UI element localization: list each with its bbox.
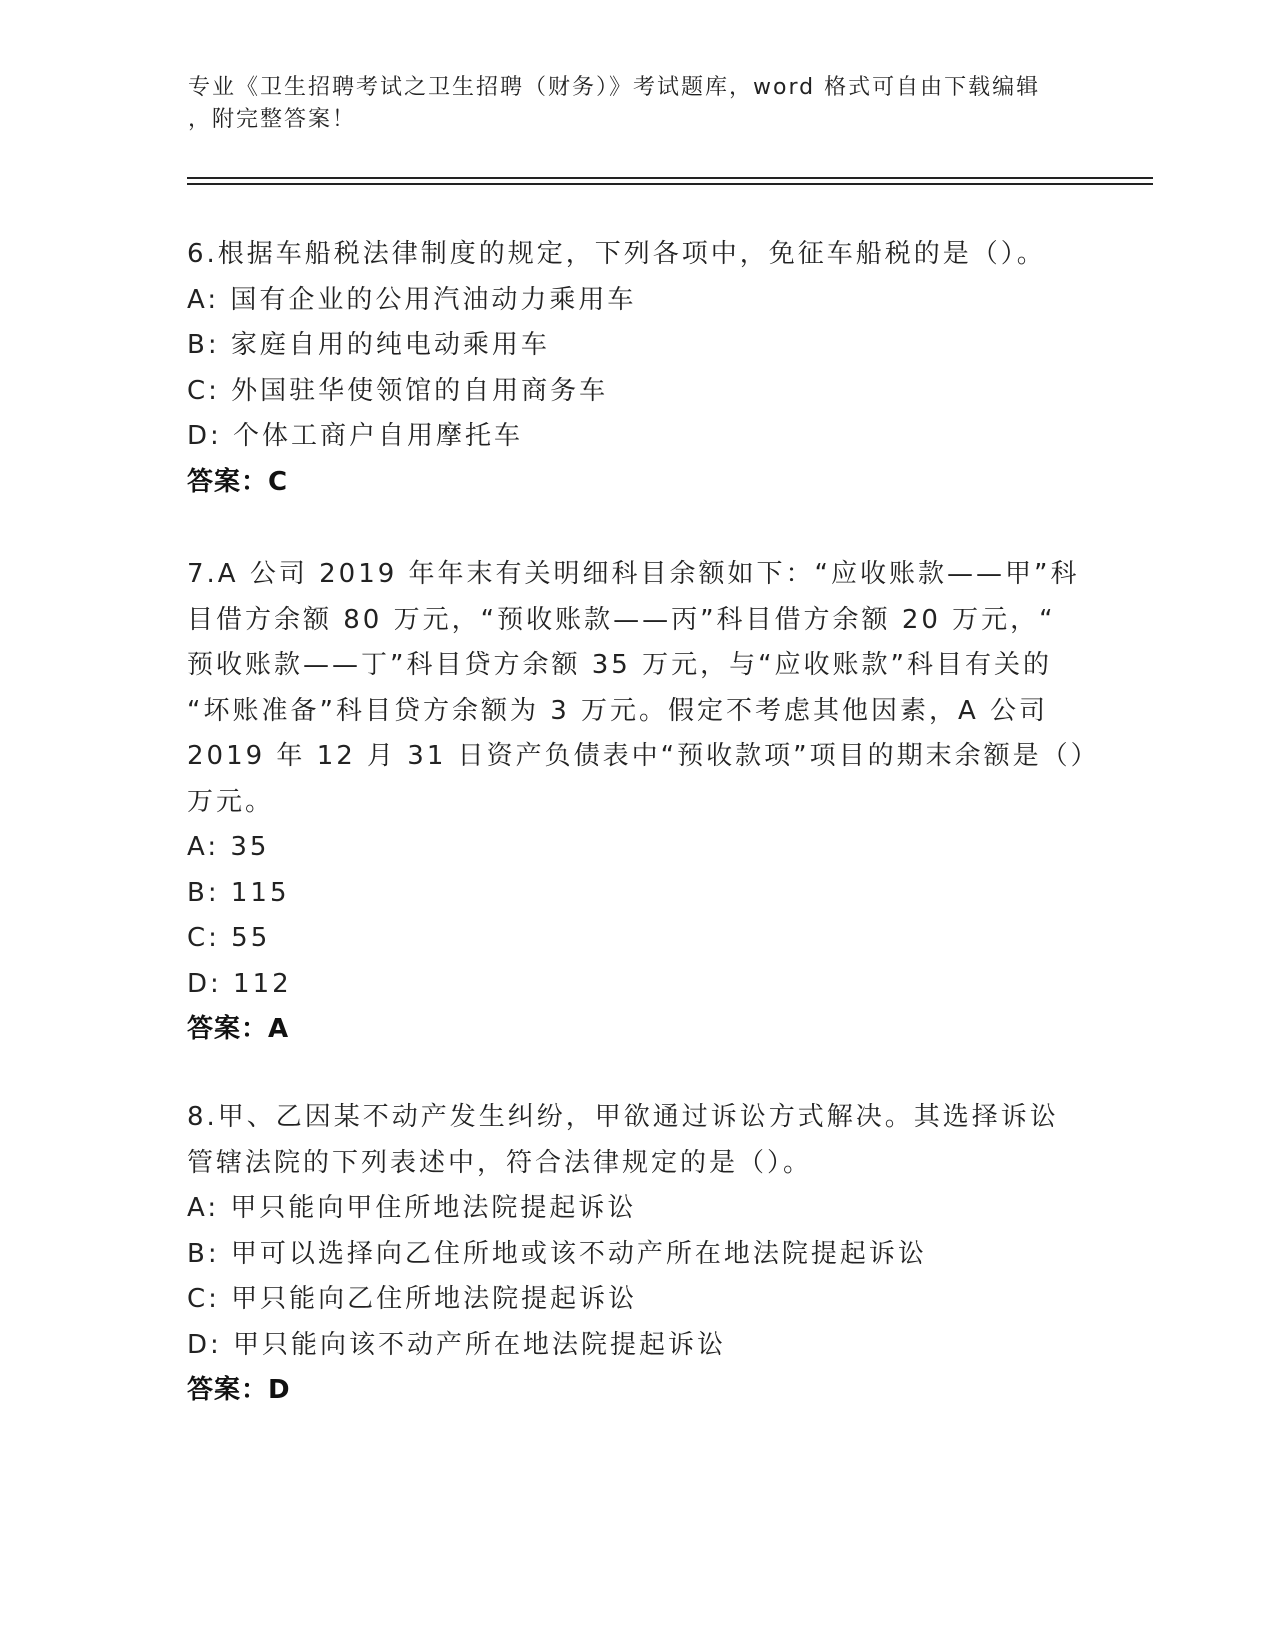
- question-stem: 6.根据车船税法律制度的规定，下列各项中，免征车船税的是（）。: [187, 239, 1046, 269]
- question-8: [187, 1095, 1077, 1414]
- question-stem: 目借方余额 80 万元，“预收账款——丙”科目借方余额 20 万元，“: [187, 604, 1056, 635]
- option-a: A: 国有企业的公用汽油动力乘用车: [187, 284, 637, 315]
- answer: 答案：A: [187, 1014, 290, 1044]
- option-d: D: 个体工商户自用摩托车: [187, 421, 524, 451]
- header-line-2: ，附完整答案！: [188, 107, 357, 132]
- option-c: C: 甲只能向乙住所地法院提起诉讼: [187, 1284, 638, 1314]
- question-stem: 预收账款——丁”科目贷方余额 35 万元，与“应收账款”科目有关的: [187, 650, 1053, 680]
- option-b: B: 家庭自用的纯电动乘用车: [187, 330, 550, 360]
- question-stem: 7.A 公司 2019 年年末有关明细科目余额如下：“应收账款——甲”科: [187, 559, 1080, 589]
- question-6: [187, 232, 1077, 505]
- question-stem: “坏账准备”科目贷方余额为 3 万元。假定不考虑其他因素，A 公司: [187, 695, 1049, 726]
- page-header: [188, 72, 1068, 136]
- question-stem: 万元。: [187, 786, 275, 817]
- option-b: B: 甲可以选择向乙住所地或该不动产所在地法院提起诉讼: [187, 1238, 927, 1269]
- option-c: C: 55: [187, 923, 271, 953]
- header-divider-bottom: [187, 183, 1153, 185]
- header-line-1: 专业《卫生招聘考试之卫生招聘（财务）》考试题库，word 格式可自由下载编辑: [188, 75, 1041, 100]
- option-b: B: 115: [187, 877, 290, 908]
- answer: 答案：D: [187, 1375, 291, 1405]
- header-divider-top: [187, 177, 1153, 179]
- question-stem: 8.甲、乙因某不动产发生纠纷，甲欲通过诉讼方式解决。其选择诉讼: [187, 1102, 1059, 1132]
- option-a: A: 甲只能向甲住所地法院提起诉讼: [187, 1193, 637, 1223]
- option-c: C: 外国驻华使领馆的自用商务车: [187, 375, 609, 406]
- option-d: D: 甲只能向该不动产所在地法院提起诉讼: [187, 1329, 727, 1360]
- option-a: A: 35: [187, 832, 270, 862]
- question-7: [187, 552, 1100, 1053]
- answer: 答案：C: [187, 466, 289, 497]
- option-d: D: 112: [187, 968, 292, 999]
- question-stem: 2019 年 12 月 31 日资产负债表中“预收款项”项目的期末余额是（）: [187, 741, 1100, 771]
- question-stem: 管辖法院的下列表述中，符合法律规定的是（）。: [187, 1147, 813, 1178]
